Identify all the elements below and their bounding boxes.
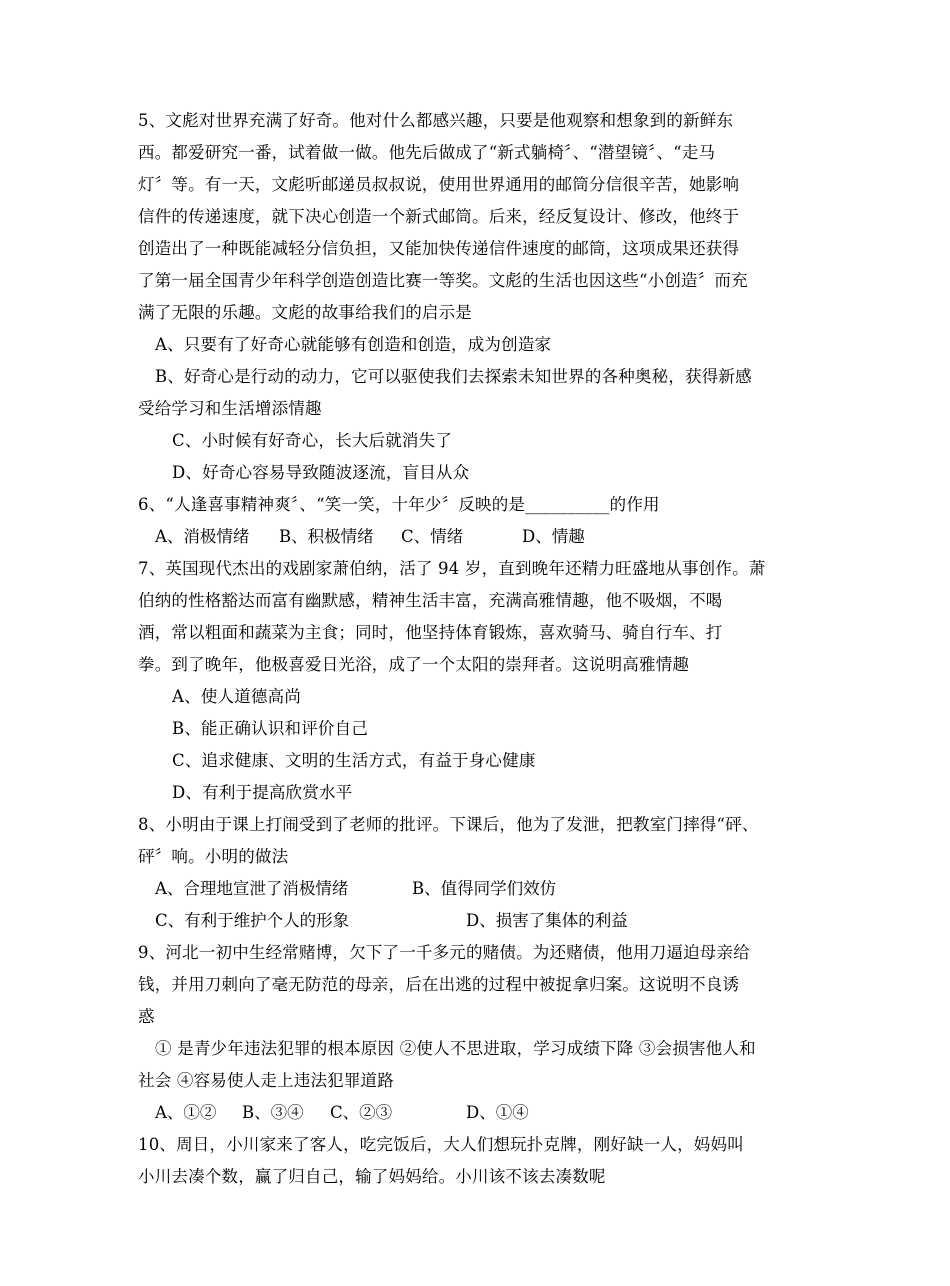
- q5-stem-line-1: 5、文彪对世界充满了好奇。他对什么都感兴趣，只要是他观察和想象到的新鲜东: [138, 111, 734, 130]
- q8-option-d: D、损害了集体的利益: [466, 911, 628, 930]
- q8-stem-line-2: 砰〞响。小明的做法: [138, 847, 289, 866]
- q7-option-b: B、能正确认识和评价自己: [172, 719, 369, 738]
- q8-option-c: C、有利于维护个人的形象: [155, 911, 350, 930]
- q6-option-a: A、消极情绪: [155, 527, 250, 546]
- q5-option-c: C、小时候有好奇心，长大后就消失了: [172, 431, 453, 450]
- q5-stem-line-4: 信件的传递速度，就下决心创造一个新式邮筒。后来，经反复设计、修改，他终于: [138, 207, 740, 226]
- q7-option-c: C、追求健康、文明的生活方式，有益于身心健康: [172, 751, 536, 770]
- q9-option-b: B、③④: [242, 1103, 304, 1122]
- q6-stem: 6、“人逢喜事精神爽〞、“笑一笑，十年少〞反映的是__________的作用: [138, 495, 660, 514]
- q7-option-d: D、有利于提高欣赏水平: [172, 783, 353, 802]
- q10-stem-line-2: 小川去凑个数，赢了归自己，输了妈妈给。小川该不该去凑数呢: [138, 1167, 606, 1186]
- q6-option-c: C、情绪: [401, 527, 464, 546]
- q5-option-b-cont: 受给学习和生活增添情趣: [138, 399, 322, 418]
- q8-stem-line-1: 8、小明由于课上打闹受到了老师的批评。下课后，他为了发泄，把教室门摔得“砰、: [138, 815, 759, 834]
- q7-stem-line-1: 7、英国现代杰出的戏剧家萧伯纳，活了 94 岁，直到晚年还精力旺盛地从事创作。萧: [138, 559, 766, 578]
- q5-option-b: B、好奇心是行动的动力，它可以驱使我们去探索未知世界的各种奥秘，获得新感: [155, 367, 752, 386]
- q9-stem-line-1: 9、河北一初中生经常赌博，欠下了一千多元的赌债。为还赌债，他用刀逼迫母亲给: [138, 943, 750, 962]
- q9-statements: ① 是青少年违法犯罪的根本原因 ②使人不思进取，学习成绩下降 ③会损害他人和: [155, 1039, 756, 1058]
- q7-stem-line-2: 伯纳的性格豁达而富有幽默感，精神生活丰富，充满高雅情趣，他不吸烟，不喝: [138, 591, 723, 610]
- q8-option-b: B、值得同学们效仿: [412, 879, 557, 898]
- q9-option-c: C、②③: [330, 1103, 393, 1122]
- q7-stem-line-4: 拳。到了晚年，他极喜爱日光浴，成了一个太阳的崇拜者。这说明高雅情趣: [138, 655, 690, 674]
- q7-option-a: A、使人道德高尚: [172, 687, 302, 706]
- q6-option-b: B、积极情绪: [279, 527, 374, 546]
- q6-option-d: D、情趣: [522, 527, 585, 546]
- q9-option-d: D、①④: [466, 1103, 529, 1122]
- q5-option-d: D、好奇心容易导致随波逐流，盲目从众: [172, 463, 470, 482]
- q5-option-a: A、只要有了好奇心就能够有创造和创造，成为创造家: [155, 335, 552, 354]
- q7-stem-line-3: 酒，常以粗面和蔬菜为主食；同时，他坚持体育锻炼，喜欢骑马、骑自行车、打: [138, 623, 723, 642]
- q9-option-a: A、①②: [155, 1103, 217, 1122]
- q10-stem-line-1: 10、周日，小川家来了客人，吃完饭后，大人们想玩扑克牌，刚好缺一人，妈妈叫: [138, 1135, 744, 1154]
- q5-stem-line-3: 灯〞等。有一天，文彪听邮递员叔叔说，使用世界通用的邮筒分信很辛苦，她影响: [138, 175, 740, 194]
- q5-stem-line-7: 满了无限的乐趣。文彪的故事给我们的启示是: [138, 303, 472, 322]
- q5-stem-line-5: 创造出了一种既能减轻分信负担，又能加快传递信件速度的邮筒，这项成果还获得: [138, 239, 740, 258]
- q9-stem-line-3: 惑: [138, 1007, 155, 1026]
- q8-option-a: A、合理地宣泄了消极情绪: [155, 879, 349, 898]
- q5-stem-line-2: 西。都爱研究一番，试着做一做。他先后做成了“新式躺椅〞、“潜望镜〞、“走马: [138, 143, 716, 162]
- q9-stem-line-2: 钱，并用刀刺向了毫无防范的母亲，后在出逃的过程中被捉拿归案。这说明不良诱: [138, 975, 740, 994]
- q9-statements-cont: 社会 ④容易使人走上违法犯罪道路: [138, 1071, 394, 1090]
- q5-stem-line-6: 了第一届全国青少年科学创造创造比赛一等奖。文彪的生活也因这些“小创造〞而充: [138, 271, 748, 290]
